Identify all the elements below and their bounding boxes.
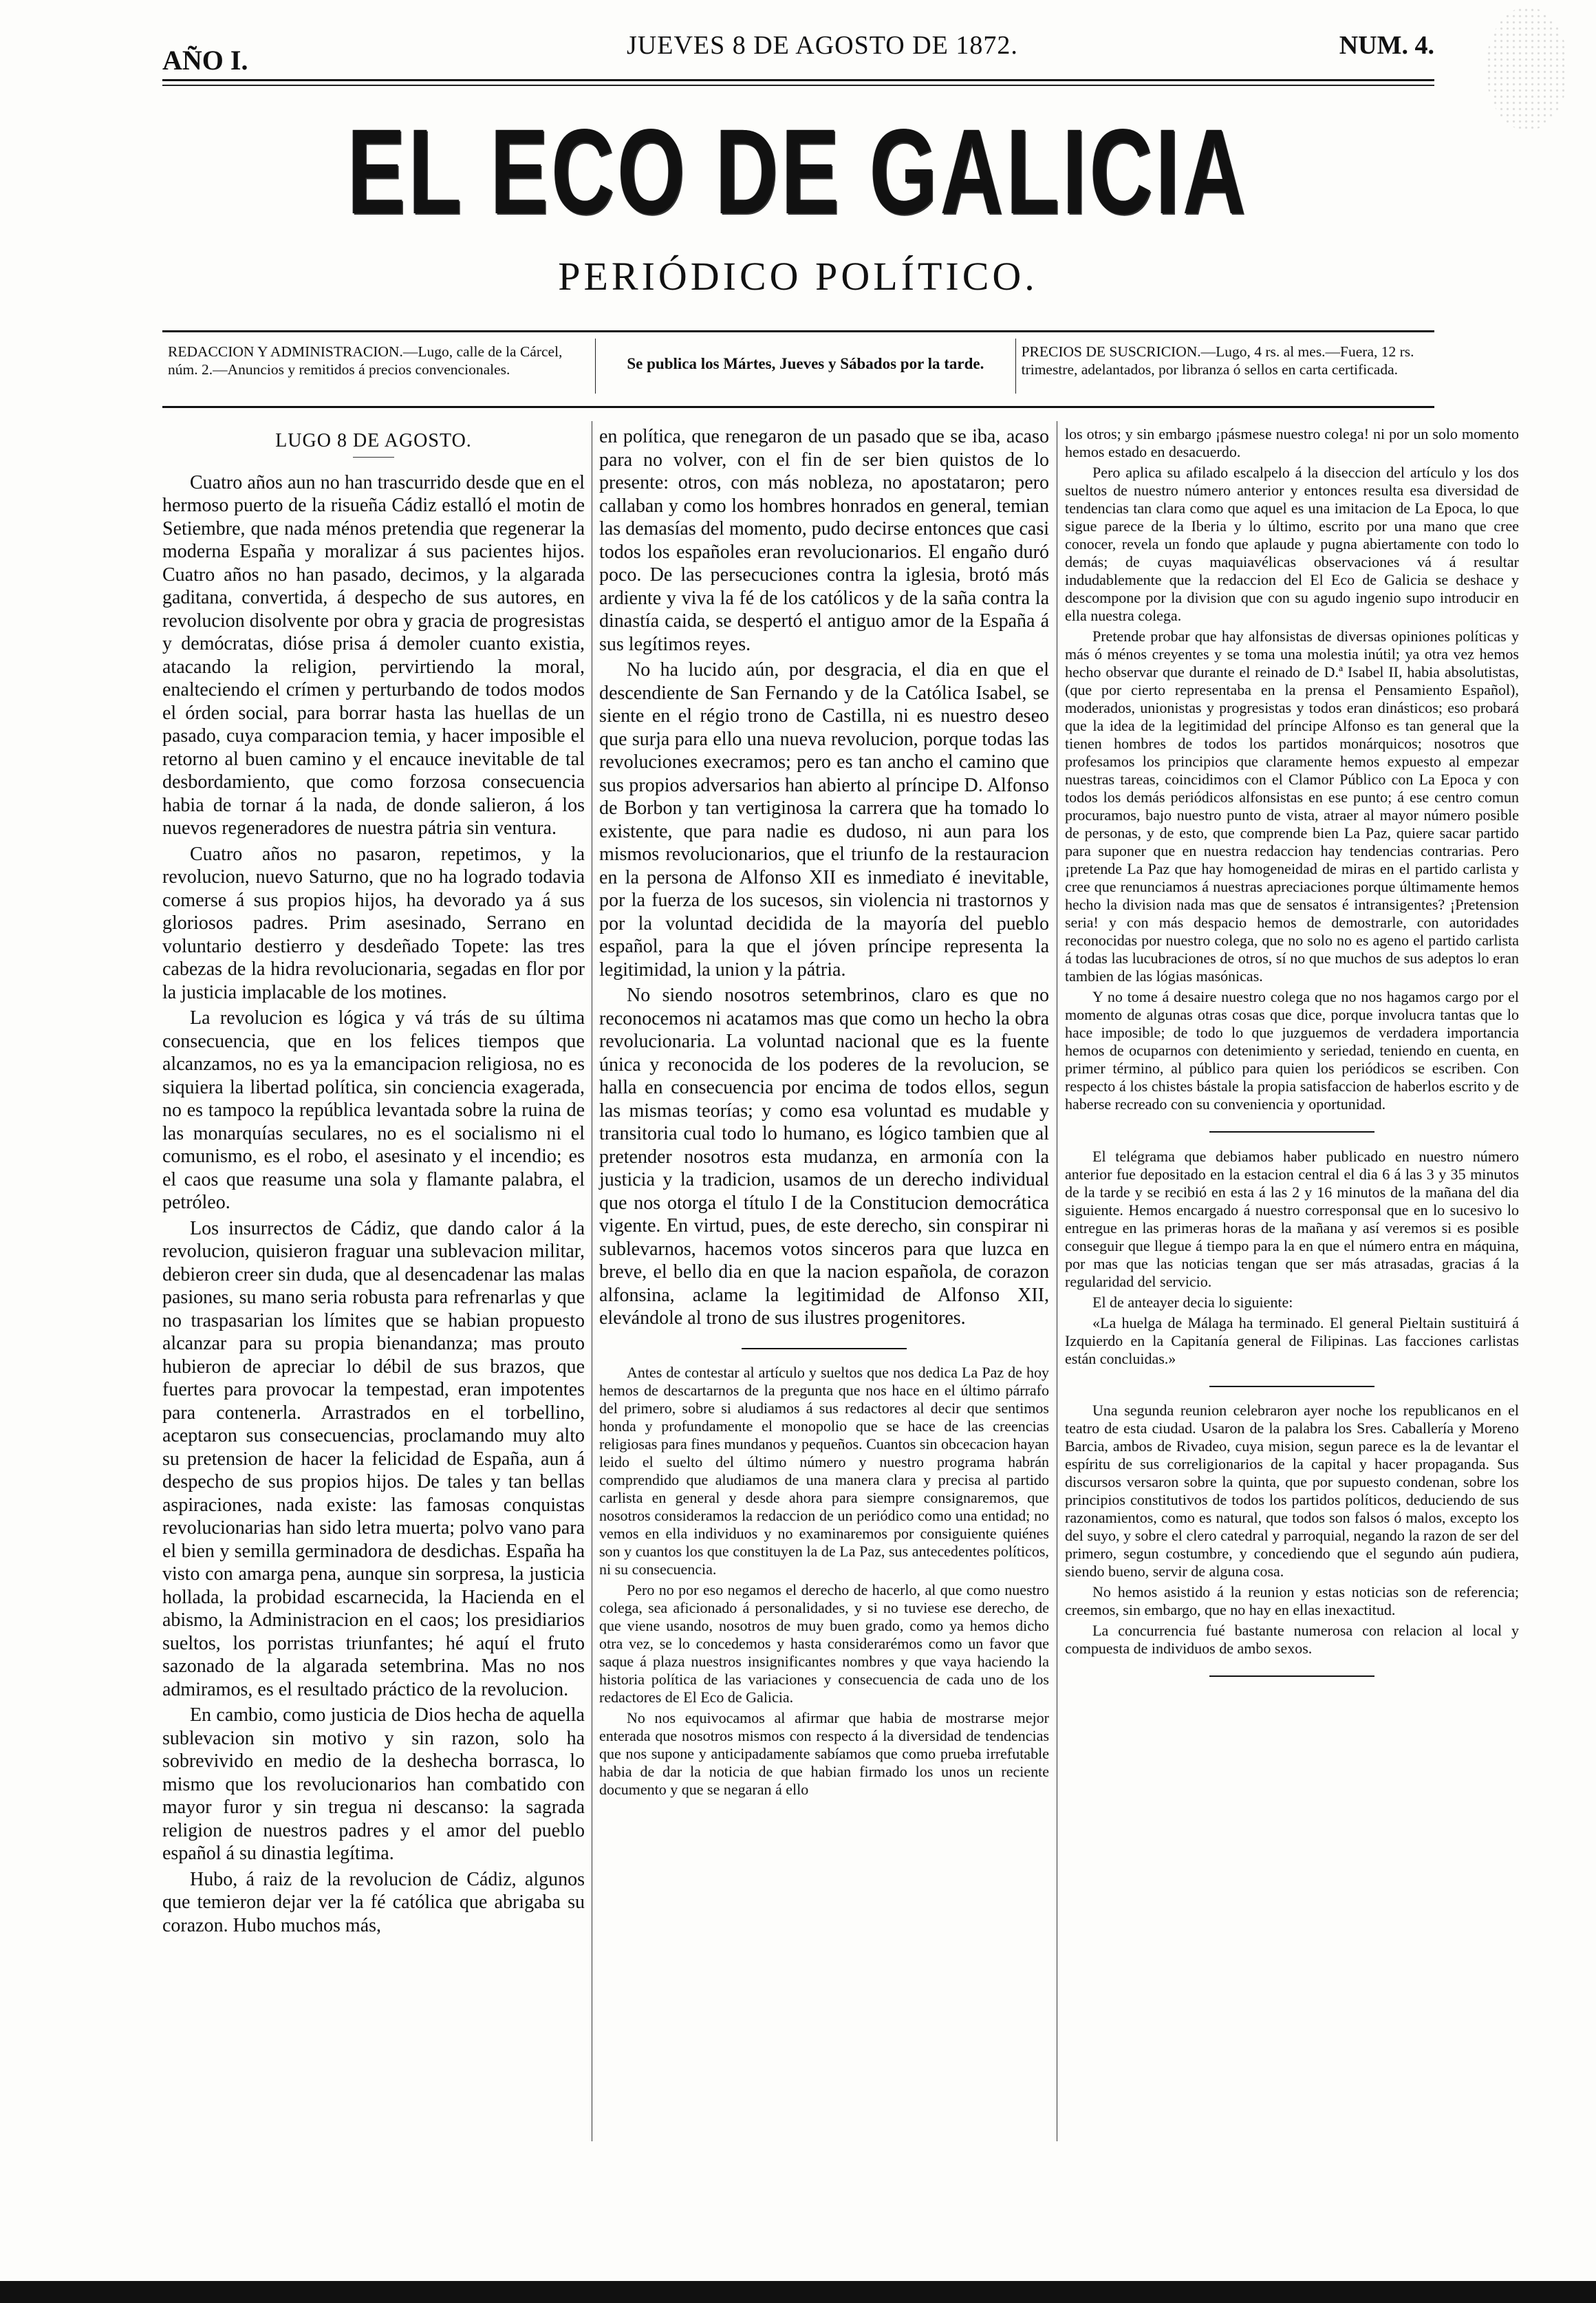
paragraph: No hemos asistido á la reunion y estas noticias son de referencia; creemos, sin embargo, que no hay en ellas inexactitud. (1065, 1583, 1519, 1618)
column-2 (599, 425, 1049, 1801)
dateline (162, 21, 1434, 76)
library-stamp (1486, 7, 1568, 131)
paragraph: Una segunda reunion celebraron ayer noche los republicanos en el teatro de esta ciudad. Usaron de la palabra los Sres. Caballería y Moreno Barcia, ambos de Rivadeo, cuya mision, segun parece es la de levantar el espíritu de sus correligionarios de la capital y hacer propaganda. Sus discursos versaron sobre la quinta, que por supuesto condenan, sobre los principios constitutivos de todos los partidos políticos, deduciendo de sus razonamientos, como es natural, que todos son falsos ó malos, excepto los del suyo, y sobre el clero catedral y parroquial, negando la razon de ser del primero, segun costumbre, y concediendo que el segundo aún pudiera, siendo bueno, servir de alguna cosa. (1065, 1402, 1519, 1580)
paragraph: La concurrencia fué bastante numerosa con relacion al local y compuesta de individuos de ambo sexos. (1065, 1622, 1519, 1657)
paragraph: No siendo nosotros setembrinos, claro es que no reconocemos ni acatamos mas que como un hecho la obra revolucionaria. La voluntad nacional que es la fuente única y reconocida de los poderes de la revolucion, se halla en consecuencia por encima de todos ellos, segun las mismas teorías; y como esa voluntad es mudable y transitoria cual todo lo humano, es lógico tambien que al pretender nosotros esta mudanza, en armonía con la justicia y la tradicion, usamos de un derecho individual que nos otorga el título I de la Constitucion democrática vigente. En virtud, pues, de este derecho, sin conspirar ni sublevarnos, hacemos votos sinceros para que luzca en breve, el bello dia en que la nacion española, de corazon alfonsina, aclame la legitimidad de Alfonso XII, elevándole al trono de sus ilustres progenitores. (599, 985, 1049, 1329)
paragraph: Antes de contestar al artículo y sueltos que nos dedica La Paz de hoy hemos de descartarnos de la pregunta que nos hace en el último párrafo del primero, sobre si aludiamos á sus redactores al decir que sentimos honda y profundamente el monopolio que se hace de las creencias religiosas para fines mundanos y pequeños. Cuantos sin obcecacion hayan leido el suelto del último número y nuestro programa habrán comprendido que aludiamos de una manera clara y precisa al partido carlista en general y desde ahora para siempre consignaremos, que nosotros consideramos la redaccion de un periódico como una entidad; no vemos en ella individuos y no examinaremos por consiguiente quiénes son y cuantos los que constituyen la de La Paz, sus antecedentes políticos, ni su consecuencia. (599, 1364, 1049, 1578)
newspaper-subtitle: PERIÓDICO POLÍTICO. (558, 254, 1038, 299)
paragraph: No ha lucido aún, por desgracia, el dia en que el descendiente de San Fernando y de la Católica Isabel, se siente en el régio trono de Castilla, ni es nuestro deseo que surja para ello una nueva revolucion, porque todas las revoluciones execramos; pero es tan ancho el camino que sus propios adversarios han abierto al príncipe D. Alfonso de Borbon y tan vertiginosa la carrera que ha tomado lo existente, que para nadie es dudoso, ni aun para los mismos revolucionarios, que el triunfo de la restauracion en la persona de Alfonso XII es inmediato é inevitable, por la fuerza de los sucesos, sin violencia ni trastornos y por la voluntad decidida de la mayoría del pueblo español, para la que el jóven príncipe representa la legitimidad, la union y la pátria. (599, 659, 1049, 981)
publication-schedule: Se publica los Mártes, Jueves y Sábados por la tarde. (595, 339, 1015, 394)
paragraph: en política, que renegaron de un pasado que se iba, acaso para no volver, con el fin de ser bien quistos de lo presente: otros, con más nobleza, no apostataron; pero callaban y como los hombres honrados en general, temian las demasías del momento, pudo decirse entonces que casi todos los españoles eran revolucionarios. El engaño duró poco. De las persecuciones contra la iglesia, brotó más ardiente y viva la fé de los católicos y de la saña contra la dinastía caida, se despertó el antiguo amor de la España á sus legítimos reyes. (599, 426, 1049, 655)
paragraph: Pero no por eso negamos el derecho de hacerlo, al que como nuestro colega, sea aficionado á personalidades, y si no tuviese ese derecho, de que viene usando, nosotros de muy buen grado, como ya hemos dicho otra vez, se lo concedemos y hasta considerarémos como un favor que saque á plaza nuestros insignificantes nombres y que vaya haciendo la historia política de las variaciones y consecuencia de cada uno de los redactores de El Eco de Galicia. (599, 1581, 1049, 1706)
paragraph: los otros; y sin embargo ¡pásmese nuestro colega! ni por un solo momento hemos estado en desacuerdo. (1065, 425, 1519, 460)
paragraph: Hubo, á raiz de la revolucion de Cádiz, algunos que temieron dejar ver la fé católica que abrigaba su corazon. Hubo muchos más, (162, 1868, 585, 1936)
column-3 (1065, 425, 1519, 1692)
header-rule (162, 79, 1434, 81)
article-heading: LUGO 8 DE AGOSTO. (275, 430, 472, 451)
info-rule-top (162, 330, 1434, 332)
paragraph: La revolucion es lógica y vá trás de su última consecuencia, que en los felices tiempos que alcanzamos, no es ya la emancipacion religiosa, no es siquiera la libertad política, sin conciencia exagerada, no es tampoco la república levantada sobre la ruina de las monarquías seculares, no es el socialismo ni el comunismo, es el robo, el asesinato y el incendio; es el caos que reasume una sola y flamante palabra, el petróleo. (162, 1007, 585, 1213)
heading-dash (353, 457, 394, 458)
column-1 (162, 425, 585, 1940)
paragraph: En cambio, como justicia de Dios hecha de aquella sublevacion sin motivo y sin razon, solo ha sobrevivido en medio de la deshecha borrasca, lo mismo que los revolucionarios han combatido con mayor furor y sin tregua ni descanso: la sagrada religion de nuestros padres y el amor del pueblo español á su dinastia legítima. (162, 1704, 585, 1864)
newspaper-title: EL ECO DE GALICIA (347, 105, 1249, 239)
issue-number: NUM. 4. (1339, 31, 1434, 60)
paragraph: El de anteayer decia lo siguiente: (1092, 1293, 1293, 1311)
section-separator (599, 1336, 1049, 1359)
section-separator (1065, 1119, 1519, 1142)
paragraph: Pretende probar que hay alfonsistas de diversas opiniones políticas y más ó ménos creyentes y se toma una molestia inútil; ya otra vez hemos hecho observar que durante el reinado de D.ª Isabel II, habia absolutistas, (que por cierto representaba en la prensa el Pensamiento Español), moderados, unionistas y progresistas y todos eran dinásticos; eso probará que la idea de la legitimidad del príncipe Alfonso es tan general que la tienen hombres de todos los partidos monárquicos; nosotros que profesamos los principios que claramente hemos expuesto al empezar nuestras tareas, coincidimos con el Clamor Público con La Epoca y con todos los demás periódicos alfonsistas en ese punto; á ese centro comun procuramos, bajo nuestro punto de vista, atraer al mayor número posible de personas, y de esto, que comprende bien La Paz, quiere sacar partido para suponer que en nuestra redaccion hay tendencias contrarias. Pero ¡pretende La Paz que hay homogeneidad de miras en el partido carlista y cree que renunciamos á nuestras apreciaciones porque últimamente hemos hecho la division nada mas que de sensatos é intransigentes? ¡Pretension seria! y con más despacio hemos de demostrarle, con autoridades reconocidas por nuestro colega, que no solo no es ageno el partido carlista á todas las lucubraciones de otros, sí no que muchos de sus adeptos lo eran tambien de las lógias masónicas. (1065, 628, 1519, 985)
paragraph: Cuatro años aun no han trascurrido desde que en el hermoso puerto de la risueña Cádiz estalló el motin de Setiembre, que nada ménos pretendia que regenerar la moderna España y moralizar á sus pacientes hijos. Cuatro años no han pasado, decimos, y la algarada gaditana, convertida, á despecho de sus autores, en revolucion disolvente por obra y gracia de progresistas y demócratas, dióse prisa á demoler cuanto existia, atacando la religion, pervirtiendo la moral, enalteciendo el crímen y perturbando de todos modos el órden social, para borrar hasta las huellas de un pasado, cuya comparacion temia, y hacer imposible el retorno al buen camino y el encauce inevitable de tal desbordamiento, que como forzosa consecuencia habia de tornar á la nada, de donde salieron, á los nuevos regeneradores de nuestra pátria sin ventura. (162, 471, 585, 839)
paragraph: Cuatro años no pasaron, repetimos, y la revolucion, nuevo Saturno, que no ha logrado todavia comerse á sus propios hijos, ha devorado ya á sus gloriosos padres. Prim asesinado, Serrano en voluntario destierro y desdeñado Topete: las tres cabezas de la hidra revolucionaria, segadas en flor por la justicia implacable de los motines. (162, 843, 585, 1003)
info-rule-bottom (162, 406, 1434, 408)
paragraph: Y no tome á desaire nuestro colega que no nos hagamos cargo por el momento de algunas otras cosas que dice, porque involucra tantas que lo hace imposible; de todo lo que juzguemos de verdadera importancia hemos de ocuparnos con detenimiento y seriedad, teniendo en cuenta, en primer término, al público para quien los periódicos se escriben. Con respecto á los chistes bástale la propia satisfaccion de haberlos escrito y de haberse recreado con su conveniencia y oportunidad. (1065, 988, 1519, 1113)
paragraph: Los insurrectos de Cádiz, que dando calor á la revolucion, quisieron fraguar una sublevacion militar, debieron creer sin duda, que al desencadenar las malas pasiones, su mano seria robusta para refrenarlas y que no traspasarian los límites que se habian propuesto alcanzar para su propia bienandanza; mas prouto hubieron de apreciar lo débil de sus brazos, que fuertes para provocar la tempestad, eran impotentes para contenerla. Arrastrados en el torbellino, aceptaron sus consecuencias, proclamando muy alto su pretension de hacer la felicidad de España, aun á despecho de sus propios hijos. De tales y tan bellas aspiraciones, nada existe: las famosas conquistas revolucionarias han sido letra muerta; polvo vano para el bien y semilla germinadora de desdichas. España ha visto con amarga pena, aunque sin sorpresa, la justicia hollada, la probidad escarnecida, la Hacienda en el abismo, la Administracion en el caos; los presidiarios sueltos, los porristas triunfantes; hé aquí el fruto sazonado de la algarada setembrina. Mas no nos admiramos, es el resultado práctico de la revolucion. (162, 1217, 585, 1700)
paragraph: El telégrama que debiamos haber publicado en nuestro número anterior fue depositado en la estacion central el dia 6 á las 3 y 35 minutos de la tarde y se recibió en esta á las 2 y 16 minutos de la mañana del dia siguiente. Hemos encargado á nuestro corresponsal que en lo sucesivo lo entregue en las primeras horas de la mañana y así veremos si es posible conseguir que llegue á tiempo para la en que el número entra en máquina, por mas que las noticias tengan que ser más atrasadas, gracias á la regularidad del servicio. (1065, 1147, 1519, 1290)
paragraph: No nos equivocamos al afirmar que habia de mostrarse mejor enterada que nosotros mismos con respecto á la diversidad de tendencias que nos supone y anticipadamente sabíamos que como prueba irrefutable habia de dar la noticia de que habian firmado los unos un reciente documento y que se negaran á ello (599, 1709, 1049, 1798)
redaccion-info: REDACCION Y ADMINISTRACION.—Lugo, calle de la Cárcel, núm. 2.—Anuncios y remitidos á precios convencionales. (168, 343, 563, 378)
info-box (162, 339, 1435, 394)
year-label: AÑO I. (162, 45, 248, 76)
section-separator (1065, 1373, 1519, 1397)
paragraph: Pero aplica su afilado escalpelo á la diseccion del artículo y los dos sueltos de nuestro número anterior y entonces resulta esa diversidad de tendencias tan clara como que aquel es una imitacion de La Epoca, lo que sigue parece de la Iberia y lo último, escrito por una mano que cree conocer, revela un fondo que aplaude y pugna abiertamente con todo lo demás; de cuyas maquiavélicas observaciones vá á resultar indudablemente que la redaccion del El Eco de Galicia se deshace y descompone por la division que con su agudo ingenio supo introducir en ella nuestra colega. (1065, 464, 1519, 624)
subscription-prices: PRECIOS DE SUSCRICION.—Lugo, 4 rs. al mes.—Fuera, 12 rs. trimestre, adelantados, por libranza ó sellos en carta certificada. (1015, 339, 1435, 394)
scan-edge (0, 2281, 1596, 2303)
issue-date: JUEVES 8 DE AGOSTO DE 1872. (627, 31, 1018, 60)
section-separator (1065, 1663, 1519, 1686)
header-rule-thin (162, 85, 1434, 86)
telegram-quote: «La huelga de Málaga ha terminado. El general Pieltain sustituirá á Izquierdo en la Capitanía general de Filipinas. Las facciones carlistas están concluidas.» (1065, 1314, 1519, 1367)
